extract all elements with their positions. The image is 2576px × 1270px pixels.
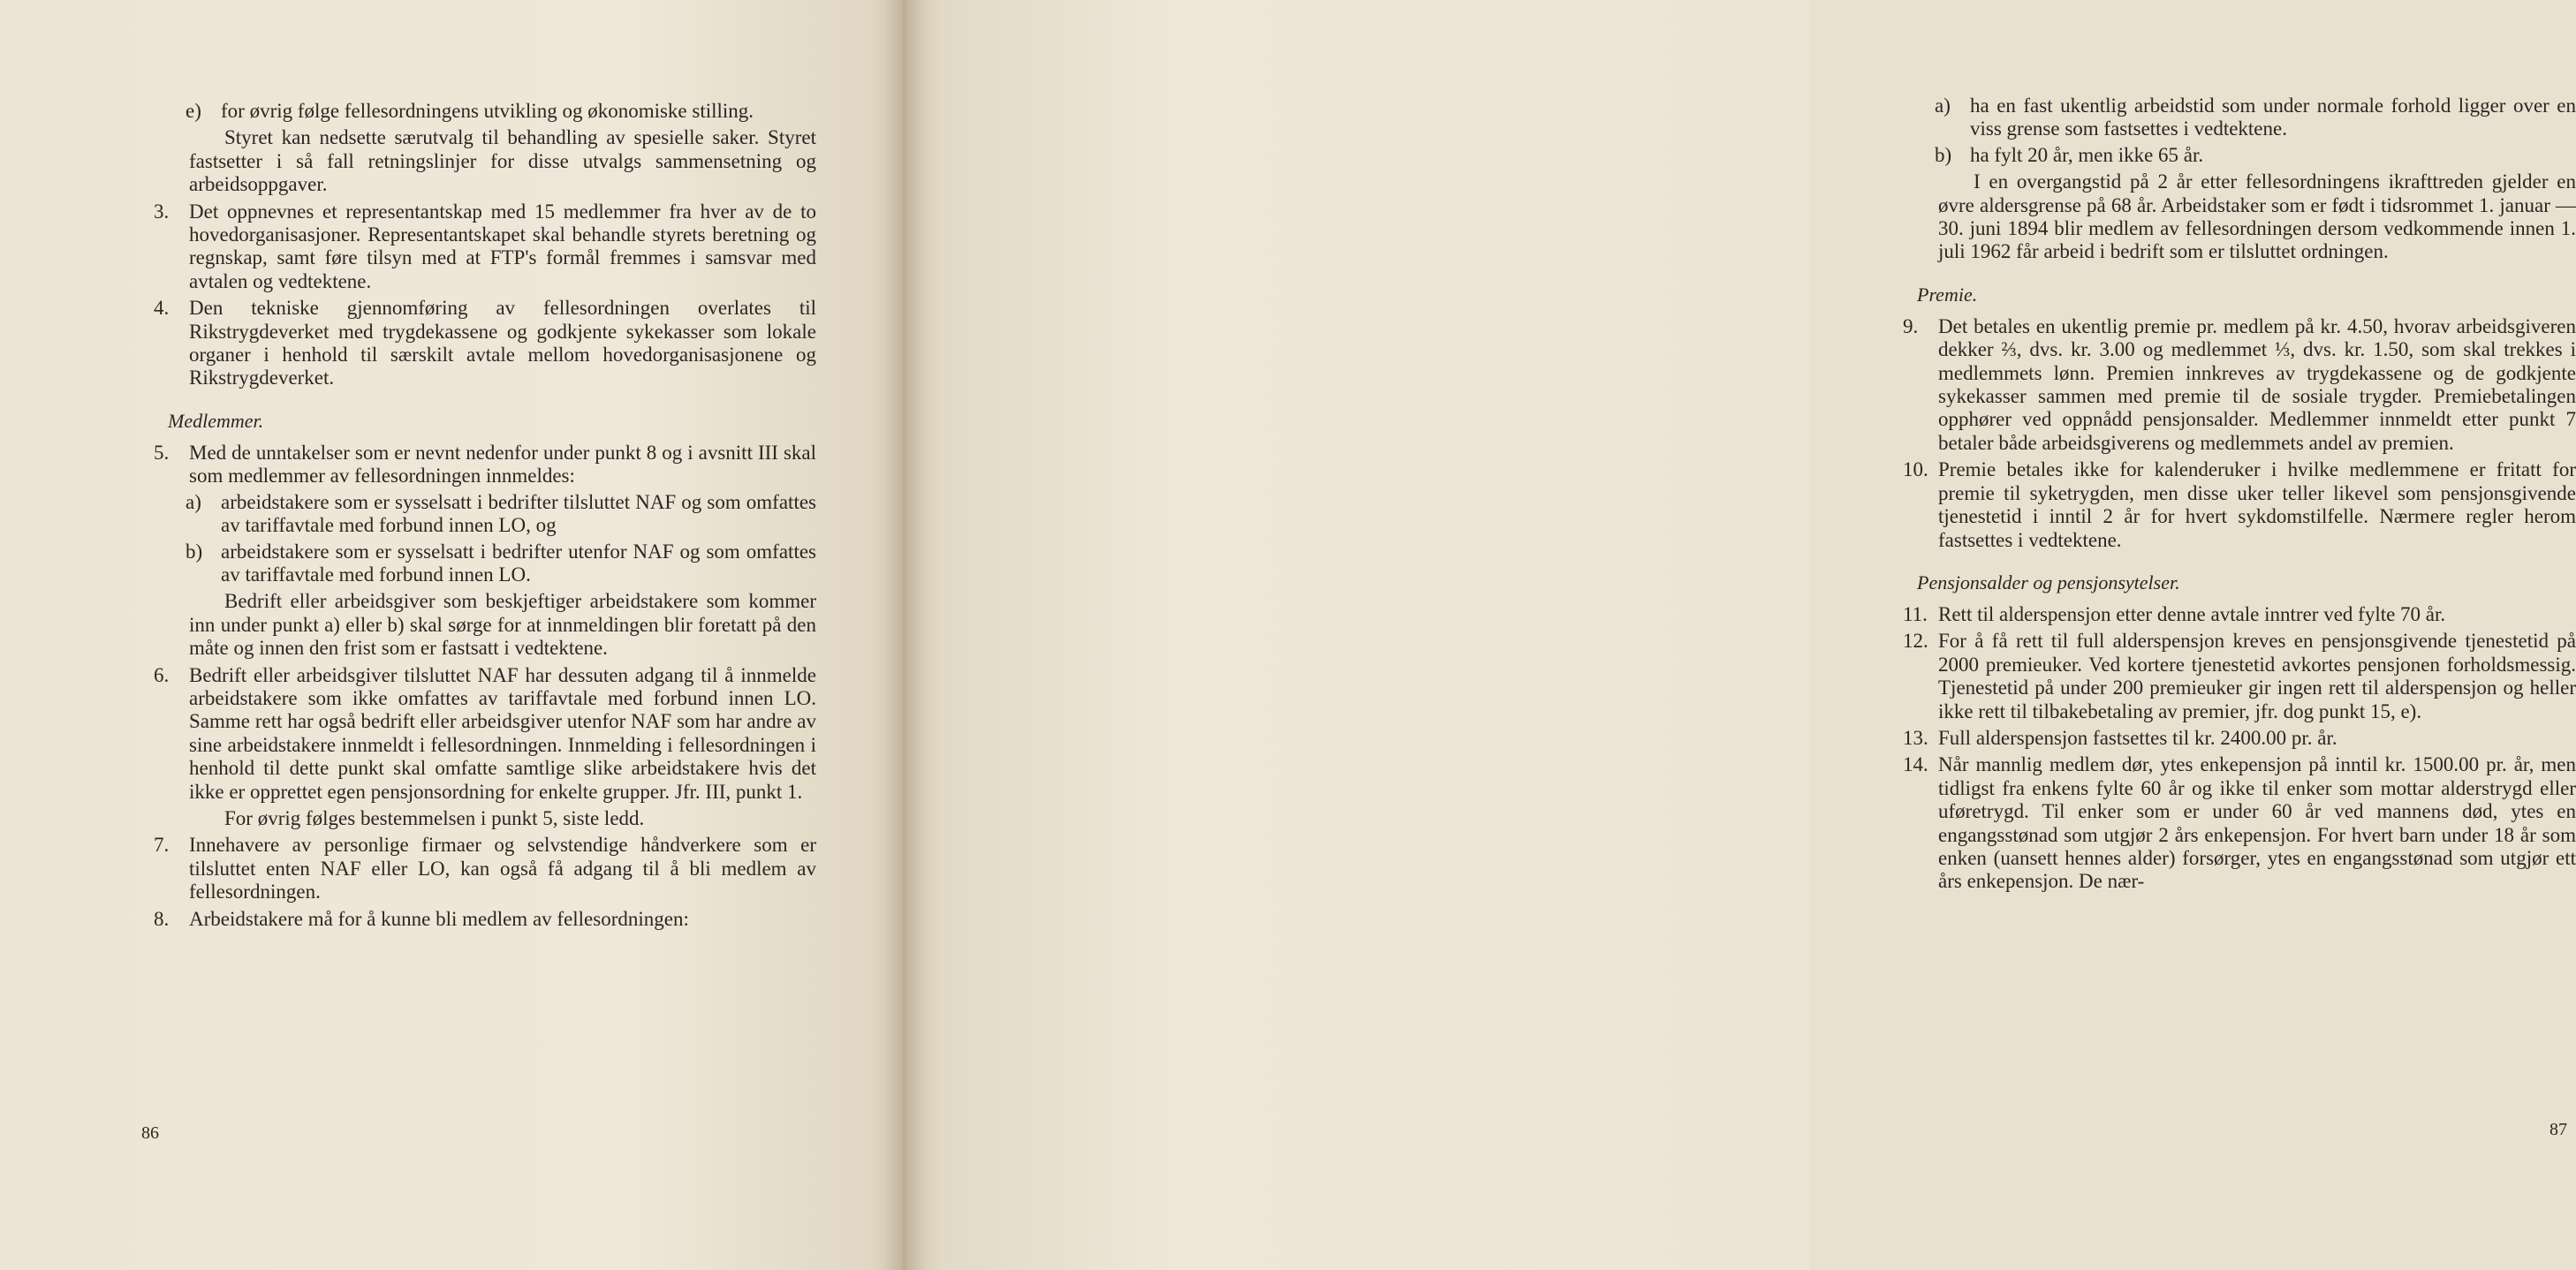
paragraph-number: e) xyxy=(186,100,201,122)
numbered-paragraph xyxy=(1903,458,2576,552)
numbered-paragraph xyxy=(154,297,816,390)
paragraph-number: b) xyxy=(186,540,203,563)
paragraph-text: Arbeidstakere må for å kunne bli medlem av fellesordningen: xyxy=(189,907,689,930)
paragraph-text: Det betales en ukentlig premie pr. medlem på kr. 4.50, hvorav arbeidsgiveren dekker ⅔, dvs. kr. 3.00 og medlemmet ⅓, dvs. kr. 1.50, som skal trekkes i medlemmets lønn. Premien innkreves av trygdekassene og de godkjente sykekasser sammen med premie til de sosiale trygder. Premiebetalingen opphører ved oppnådd pensjonsalder. Medlemmer innmeldt etter punkt 7 betaler både arbeidsgiverens og medlemmets andel av premien. xyxy=(1938,314,2576,454)
left-page-text xyxy=(154,97,816,931)
paragraph-number: 11. xyxy=(1903,602,1928,625)
lettered-subparagraph xyxy=(1903,94,2576,141)
right-page-text xyxy=(1903,92,2576,894)
paragraph-number: 6. xyxy=(154,663,170,686)
lettered-subparagraph xyxy=(1903,144,2576,167)
lettered-subparagraph xyxy=(154,541,816,587)
paragraph-continuation: Styret kan nedsette særutvalg til behandling av spesielle saker. Styret fastsetter i så fall retningslinjer for disse utvalgs sammensetning og arbeidsoppgaver. xyxy=(189,126,816,196)
numbered-paragraph xyxy=(154,908,816,931)
section-heading: Premie. xyxy=(1917,283,1978,306)
paragraph-number: a) xyxy=(186,490,201,513)
paragraph-text: For å få rett til full alderspensjon kreves en pensjonsgivende tjenestetid på 2000 premieuker. Ved kortere tjenestetid avkortes pensjonen forholdsmessig. Tjenestetid på under 200 premieuker gir ingen rett til alderspensjon og heller ikke rett til tilbakebetaling av premier, jfr. dog punkt 15, e). xyxy=(1938,630,2576,722)
paragraph-continuation: I en overgangstid på 2 år etter fellesordningens ikrafttreden gjelder en øvre aldersgrense på 68 år. Arbeidstaker som er født i tidsrommet 1. januar — 30. juni 1894 blir medlem av fellesordningen dersom vedkommende innen 1. juli 1962 får arbeid i bedrift som er tilsluttet ordningen. xyxy=(1938,170,2576,263)
paragraph-text: ha en fast ukentlig arbeidstid som under normale forhold ligger over en viss grense som fastsettes i vedtektene. xyxy=(1970,94,2576,140)
paragraph-text: Rett til alderspensjon etter denne avtale inntrer ved fylte 70 år. xyxy=(1938,602,2446,625)
section-heading: Pensjonsalder og pensjonsytelser. xyxy=(1917,571,2180,593)
gutter xyxy=(903,0,906,1270)
numbered-paragraph xyxy=(154,664,816,804)
paragraph-text: Den tekniske gjennomføring av fellesordningen overlates til Rikstrygdeverket med trygdekassene og godkjente sykekasser som lokale organer i henhold til særskilt avtale mellom hovedorganisasjonene og Rikstrygdeverket. xyxy=(189,297,816,389)
page-number-left: 86 xyxy=(141,1123,159,1143)
paragraph-number: 14. xyxy=(1903,753,1928,776)
paragraph-text: Det oppnevnes et representantskap med 15 medlemmer fra hver av de to hovedorganisasjoner. Representantskapet skal behandle styrets beretning og regnskap, samt føre tilsyn med at FTP's formål fremmes i samsvar med avtalen og vedtektene. xyxy=(189,200,816,292)
numbered-paragraph xyxy=(154,200,816,294)
paragraph-text: Med de unntakelser som er nevnt nedenfor under punkt 8 og i avsnitt III skal som medlemmer av fellesordningen innmeldes: xyxy=(189,441,816,488)
paragraph-continuation: For øvrig følges bestemmelsen i punkt 5, siste ledd. xyxy=(224,806,645,829)
paragraph-text: arbeidstakere som er sysselsatt i bedrifter utenfor NAF og som omfattes av tariffavtale med forbund innen LO. xyxy=(221,540,816,586)
paragraph-text: Når mannlig medlem dør, ytes enkepensjon på inntil kr. 1500.00 pr. år, men tidligst fra enkens fylte 60 år og ikke til enker som mottar alderstrygd eller uføretrygd. Til enker som er under 60 år ved mannens død, ytes en engangsstønad som utgjør 2 års enkepensjon. For hvert barn under 18 år som enken (uansett hennes alder) forsørger, ytes en engangsstønad som utgjør ett års enkepensjon. De nær- xyxy=(1938,753,2576,893)
paragraph-text: Innehavere av personlige firmaer og selvstendige håndverkere som er tilsluttet enten NAF eller LO, kan også få adgang til å bli medlem av fellesordningen. xyxy=(189,834,816,903)
paragraph-number: 9. xyxy=(1903,314,1919,337)
paragraph-number: 7. xyxy=(154,834,170,857)
numbered-paragraph xyxy=(1903,630,2576,723)
paragraph-text: ha fylt 20 år, men ikke 65 år. xyxy=(1970,143,2204,166)
paragraph-number: 12. xyxy=(1903,630,1928,653)
paragraph-text: arbeidstakere som er sysselsatt i bedrifter tilsluttet NAF og som omfattes av tariffavtale med forbund innen LO, og xyxy=(221,490,816,537)
paragraph-continuation: Bedrift eller arbeidsgiver som beskjeftiger arbeidstakere som kommer inn under punkt a) eller b) skal sørge for at innmeldingen blir foretatt på den måte og innen den frist som er fastsatt i vedtektene. xyxy=(189,590,816,660)
numbered-paragraph xyxy=(154,834,816,903)
lettered-subparagraph xyxy=(154,100,816,123)
paragraph-text: for øvrig følge fellesordningens utvikling og økonomiske stilling. xyxy=(221,100,754,122)
numbered-paragraph xyxy=(1903,727,2576,750)
paragraph-number: 4. xyxy=(154,297,170,320)
paragraph-number: 13. xyxy=(1903,726,1928,749)
paragraph-text: Premie betales ikke for kalenderuker i hvilke medlemmene er fritatt for premie til syketrygden, men disse uker teller likevel som pensjonsgivende tjenestetid i inntil 2 år for hvert sykdomstilfelle. Nærmere regler herom fastsettes i vedtektene. xyxy=(1938,458,2576,551)
page-number-right: 87 xyxy=(2549,1120,2567,1139)
lettered-subparagraph xyxy=(154,491,816,538)
numbered-paragraph xyxy=(1903,603,2576,626)
paragraph-number: b) xyxy=(1935,143,1952,166)
paragraph-number: 10. xyxy=(1903,458,1928,481)
paragraph-number: 5. xyxy=(154,441,170,464)
paragraph-text: Full alderspensjon fastsettes til kr. 2400.00 pr. år. xyxy=(1938,726,2337,749)
numbered-paragraph xyxy=(1903,315,2576,455)
numbered-paragraph xyxy=(154,442,816,488)
section-heading: Medlemmer. xyxy=(168,409,264,432)
paragraph-number: 3. xyxy=(154,200,170,223)
numbered-paragraph xyxy=(1903,753,2576,893)
paragraph-text: Bedrift eller arbeidsgiver tilsluttet NAF har dessuten adgang til å innmelde arbeidstakere som ikke omfattes av tariffavtale med forbund innen LO. Samme rett har også bedrift eller arbeidsgiver utenfor NAF som har andre av sine arbeidstakere innmeldt i fellesordningen. Innmelding i fellesordningen i henhold til dette punkt skal omfatte samtlige slike arbeidstakere hvis det ikke er opprettet egen pensjonsordning for enkelte grupper. Jfr. III, punkt 1. xyxy=(189,663,816,803)
paragraph-number: a) xyxy=(1935,94,1951,117)
right-page xyxy=(905,0,2576,1270)
left-page xyxy=(0,0,905,1270)
paragraph-number: 8. xyxy=(154,907,170,930)
